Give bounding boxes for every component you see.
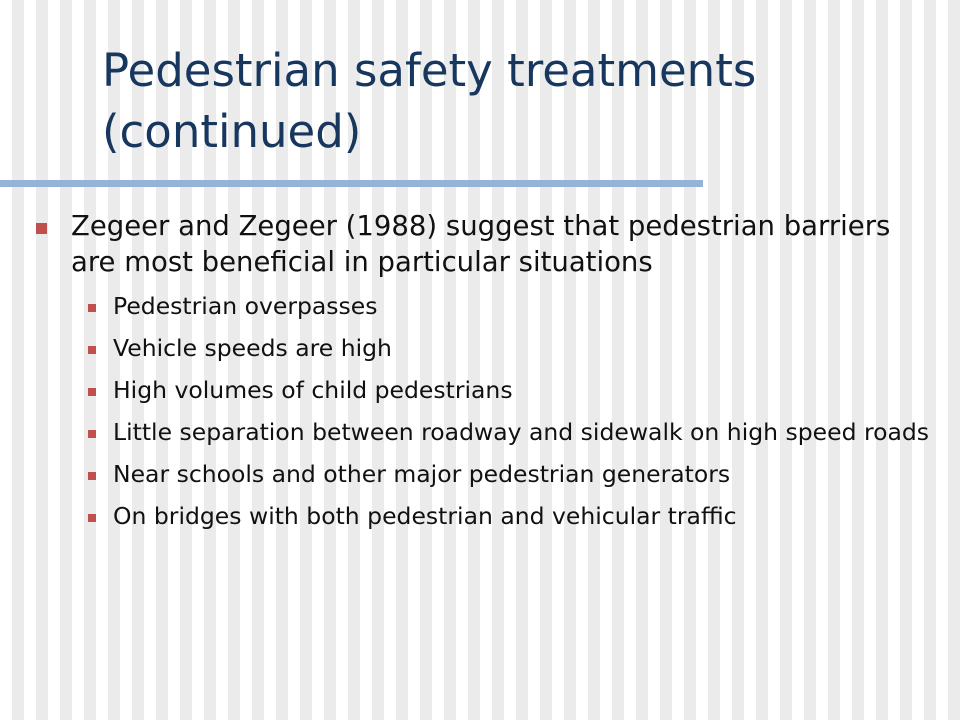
square-bullet-icon xyxy=(88,388,96,396)
slide-title-line-2: (continued) xyxy=(102,105,362,158)
sub-bullet xyxy=(76,333,934,364)
bullet-list xyxy=(34,208,934,532)
sub-bullet-text: Near schools and other major pedestrian generators xyxy=(113,460,731,488)
sub-bullet-text: Vehicle speeds are high xyxy=(113,334,392,362)
sub-bullet-text: High volumes of child pedestrians xyxy=(113,376,513,404)
sub-bullet-list xyxy=(71,291,934,532)
square-bullet-icon xyxy=(88,514,96,522)
sub-bullet xyxy=(76,417,934,448)
square-bullet-icon xyxy=(88,430,96,438)
square-bullet-icon xyxy=(88,346,96,354)
main-bullet-text: Zegeer and Zegeer (1988) suggest that pedestrian barriers are most beneficial in particular situations xyxy=(71,210,891,278)
slide-title-line-1: Pedestrian safety treatments xyxy=(102,44,757,97)
sub-bullet xyxy=(76,375,934,406)
square-bullet-icon xyxy=(88,472,96,480)
title-divider xyxy=(0,180,703,187)
sub-bullet-text: On bridges with both pedestrian and vehicular traffic xyxy=(113,502,737,530)
sub-bullet xyxy=(76,291,934,322)
sub-bullet-text: Little separation between roadway and sidewalk on high speed roads xyxy=(113,418,930,446)
slide-title xyxy=(102,40,942,162)
sub-bullet-text: Pedestrian overpasses xyxy=(113,292,378,320)
square-bullet-icon xyxy=(88,304,96,312)
main-bullet xyxy=(34,208,934,532)
sub-bullet xyxy=(76,459,934,490)
sub-bullet xyxy=(76,501,934,532)
square-bullet-icon xyxy=(36,223,47,234)
